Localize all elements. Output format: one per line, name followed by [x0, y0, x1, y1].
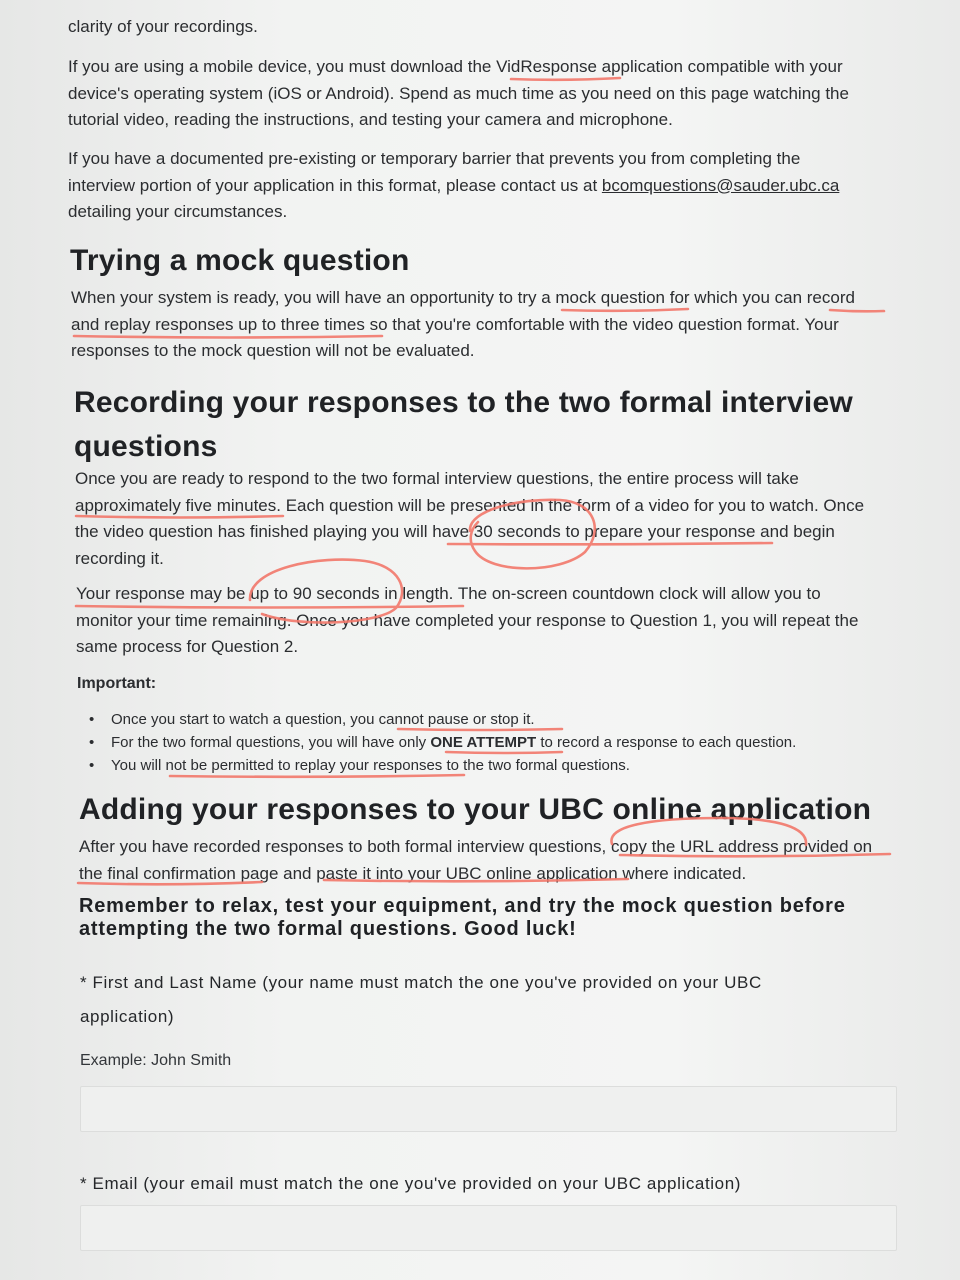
name-input[interactable]: [80, 1086, 897, 1132]
mock-question-paragraph: When your system is ready, you will have an opportunity to try a mock question for which you can record and replay responses up to three times so that you're comfortable with the video question format. Your responses to the mock question will not be evaluated.: [71, 288, 855, 360]
list-item: • You will not be permitted to replay your responses to the two formal questions.: [77, 754, 960, 777]
vidresponse-app-name: VidResponse: [496, 57, 597, 76]
important-list: [77, 708, 960, 777]
name-field-label: * First and Last Name (your name must match the one you've provided on your UBC application): [80, 973, 762, 1026]
intro-fragment: [68, 14, 960, 41]
list-item: • For the two formal questions, you will have only ONE ATTEMPT to record a response to each question.: [77, 731, 960, 754]
mobile-paragraph: If you are using a mobile device, you must download the VidResponse application compatible with your device's operating system (iOS or Android). Spend as much time as you need on this page watching the tutorial video, reading the instructions, and testing your camera and microphone.: [68, 57, 849, 129]
important-label: Important:: [77, 675, 157, 692]
intro-line: clarity of your recordings.: [68, 17, 258, 36]
reminder-text: Remember to relax, test your equipment, and try the mock question before attempting the two formal questions. Good luck!: [79, 895, 846, 940]
list-item: • Once you start to watch a question, you cannot pause or stop it.: [77, 708, 960, 731]
recording-paragraph-1: Once you are ready to respond to the two formal interview questions, the entire process will take approximately five minutes. Each question will be presented in the form of a video for you to watch. Once the video question has finished playing you will have 30 seconds to prepare your response and begin recording it.: [75, 469, 865, 568]
name-example: Example: John Smith: [80, 1052, 232, 1069]
recording-heading: Recording your responses to the two formal interview questions: [74, 386, 853, 463]
email-field-label: * Email (your email must match the one you've provided on your UBC application): [80, 1174, 742, 1193]
contact-email-link[interactable]: bcomquestions@sauder.ubc.ca: [601, 175, 840, 195]
mock-question-heading: Trying a mock question: [70, 244, 410, 277]
adding-paragraph: After you have recorded responses to both formal interview questions, copy the URL address provided on the final confirmation page and paste it into your UBC online application where indicated.: [79, 837, 873, 883]
adding-heading: Adding your responses to your UBC online application: [79, 793, 872, 826]
one-attempt-emphasis: ONE ATTEMPT: [430, 734, 537, 751]
email-input[interactable]: [80, 1205, 897, 1251]
recording-paragraph-2: Your response may be up to 90 seconds in length. The on-screen countdown clock will allow you to monitor your time remaining. Once you have completed your response to Question 1, you will repeat the same process for Question 2.: [76, 584, 859, 656]
barrier-paragraph: If you have a documented pre-existing or temporary barrier that prevents you from completing the interview portion of your application in this format, please contact us at bcomquestions@sauder.ubc.ca detailing your circumstances.: [68, 149, 840, 221]
